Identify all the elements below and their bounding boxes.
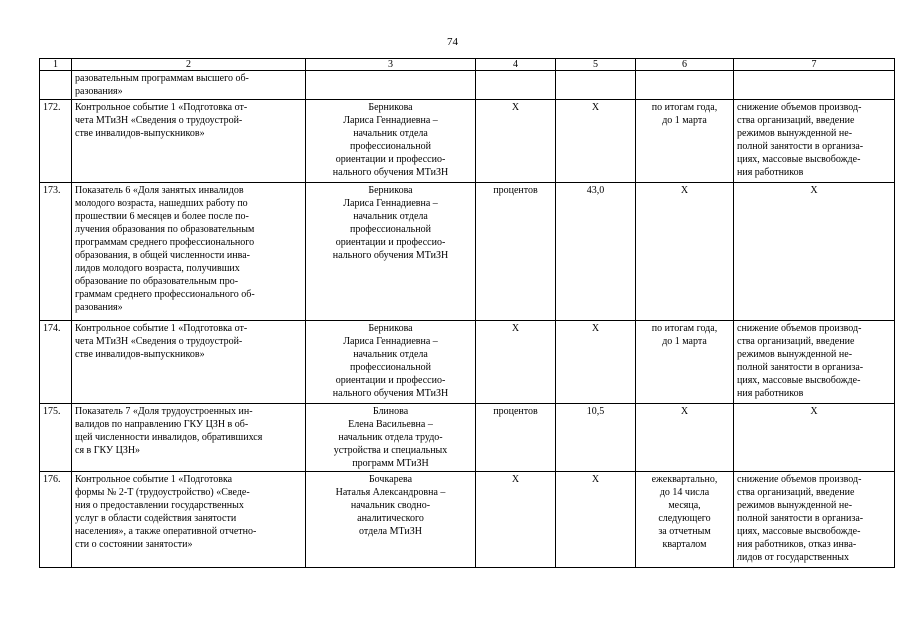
term-cell: по итогам года, до 1 марта (636, 100, 734, 183)
unit-cell: процентов (476, 183, 556, 321)
risk-cell: Х (734, 183, 895, 321)
unit-cell: процентов (476, 404, 556, 472)
event-name-cell: Показатель 6 «Доля занятых инвалидов молодого возраста, нашедших работу по прошествии 6 месяцев и более после по- лучения образования по образовательным программам среднего профессионального образования, в общей численности инва- лидов молодого возраста, получивших образование по образовательным про- граммам среднего профессионального об- разования» (72, 183, 306, 321)
table-row-continuation (40, 71, 895, 100)
table-row (40, 100, 895, 183)
table-row (40, 183, 895, 321)
value-cell: 10,5 (556, 404, 636, 472)
column-number: 4 (476, 59, 556, 71)
event-name-cell: Контрольное событие 1 «Подготовка от- чета МТиЗН «Сведения о трудоустрой- стве инвалидов-выпускников» (72, 321, 306, 404)
row-number-cell: 172. (40, 100, 72, 183)
table-row (40, 472, 895, 568)
event-name-cell: разовательным программам высшего об- разования» (72, 71, 306, 100)
row-number-cell: 175. (40, 404, 72, 472)
responsible-cell: Берникова Лариса Геннадиевна – начальник отдела профессиональной ориентации и профессио- нального обучения МТиЗН (306, 100, 476, 183)
term-cell (636, 71, 734, 100)
row-number-cell: 176. (40, 472, 72, 568)
value-cell: Х (556, 472, 636, 568)
responsible-cell: Блинова Елена Васильевна – начальник отдела трудо- устройства и специальных программ МТиЗН (306, 404, 476, 472)
responsible-cell: Берникова Лариса Геннадиевна – начальник отдела профессиональной ориентации и профессио- нального обучения МТиЗН (306, 321, 476, 404)
column-number: 5 (556, 59, 636, 71)
risk-cell: снижение объемов производ- ства организаций, введение режимов вынужденной не- полной занятости в организа- циях, массовые высвобожде- ния работников (734, 100, 895, 183)
row-number-cell (40, 71, 72, 100)
value-cell: Х (556, 100, 636, 183)
risk-cell: снижение объемов производ- ства организаций, введение режимов вынужденной не- полной занятости в организа- циях, массовые высвобожде- ния работников (734, 321, 895, 404)
value-cell (556, 71, 636, 100)
term-cell: по итогам года, до 1 марта (636, 321, 734, 404)
term-cell: Х (636, 404, 734, 472)
unit-cell: Х (476, 100, 556, 183)
page-number: 74 (447, 36, 458, 48)
row-number-cell: 173. (40, 183, 72, 321)
event-name-cell: Показатель 7 «Доля трудоустроенных ин- валидов по направлению ГКУ ЦЗН в об- щей численности инвалидов, обратившихся ся в ГКУ ЦЗН» (72, 404, 306, 472)
column-number: 3 (306, 59, 476, 71)
responsible-cell: Берникова Лариса Геннадиевна – начальник отдела профессиональной ориентации и профессио- нального обучения МТиЗН (306, 183, 476, 321)
table-row (40, 404, 895, 472)
column-number-row (40, 59, 895, 71)
term-cell: Х (636, 183, 734, 321)
column-number: 7 (734, 59, 895, 71)
row-number-cell: 174. (40, 321, 72, 404)
table-row (40, 321, 895, 404)
event-name-cell: Контрольное событие 1 «Подготовка формы № 2-Т (трудоустройство) «Сведе- ния о предоставлении государственных услуг в области содействия занятости населения», а также оперативной отчетно- сти о состоянии занятости» (72, 472, 306, 568)
unit-cell: Х (476, 472, 556, 568)
unit-cell (476, 71, 556, 100)
event-name-cell: Контрольное событие 1 «Подготовка от- чета МТиЗН «Сведения о трудоустрой- стве инвалидов-выпускников» (72, 100, 306, 183)
risk-cell: Х (734, 404, 895, 472)
responsible-cell (306, 71, 476, 100)
responsible-cell: Бочкарева Наталья Александровна – начальник сводно- аналитического отдела МТиЗН (306, 472, 476, 568)
value-cell: Х (556, 321, 636, 404)
term-cell: ежеквартально, до 14 числа месяца, следующего за отчетным кварталом (636, 472, 734, 568)
plan-table (39, 58, 895, 568)
column-number: 1 (40, 59, 72, 71)
value-cell: 43,0 (556, 183, 636, 321)
column-number: 6 (636, 59, 734, 71)
column-number: 2 (72, 59, 306, 71)
risk-cell (734, 71, 895, 100)
risk-cell: снижение объемов производ- ства организаций, введение режимов вынужденной не- полной занятости в организа- циях, массовые высвобожде- ния работников, отказ инва- лидов от государственных (734, 472, 895, 568)
unit-cell: Х (476, 321, 556, 404)
